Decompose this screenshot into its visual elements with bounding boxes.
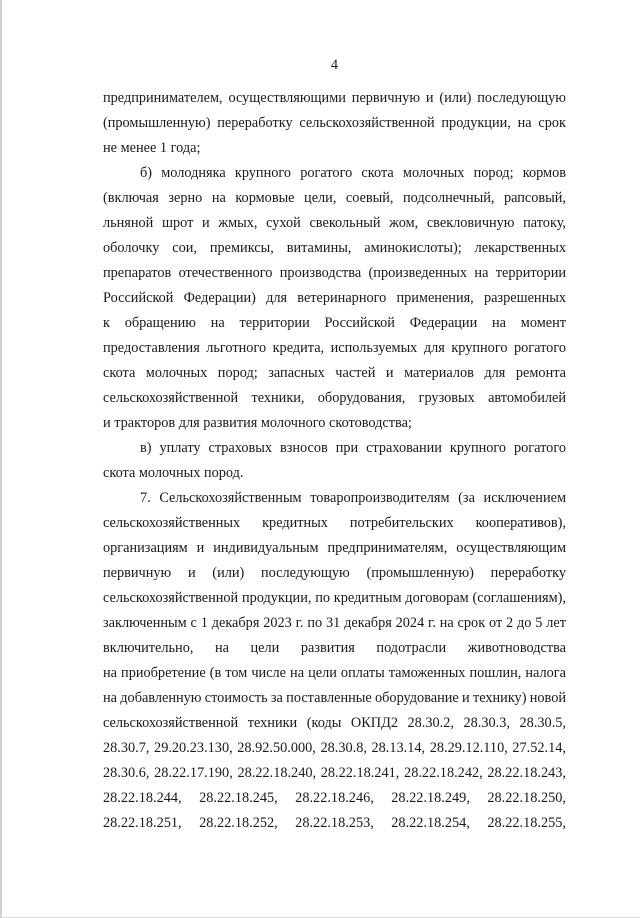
document-body <box>103 86 566 836</box>
text-line: предпринимателем, осуществляющими первичную и (или) последующую <box>103 90 566 106</box>
text-line: 28.30.6, 28.22.17.190, 28.22.18.240, 28.22.18.241, 28.22.18.242, 28.22.18.243, <box>103 765 566 781</box>
page-number: 4 <box>330 57 339 73</box>
text-line: на приобретение (в том числе на цели оплаты таможенных пошлин, налога <box>103 665 566 681</box>
text-line: скота молочных пород. <box>103 465 244 481</box>
text-line: включительно, на цели развития подотрасли животноводства <box>103 640 566 656</box>
paragraph-item-v <box>103 436 566 486</box>
text-line: на добавленную стоимость за поставленные оборудование и технику) новой <box>103 690 566 706</box>
text-line: (промышленную) переработку сельскохозяйственной продукции, на срок <box>103 115 566 131</box>
text-line: и тракторов для развития молочного скотоводства; <box>103 415 412 431</box>
paragraph-item-b <box>103 161 566 436</box>
text-line: первичную и (или) последующую (промышленную) переработку <box>103 565 566 581</box>
text-line: не менее 1 года; <box>103 140 201 156</box>
text-line: организациям и индивидуальным предпринимателям, осуществляющим <box>103 540 566 556</box>
text-line: 28.30.7, 29.20.23.130, 28.92.50.000, 28.30.8, 28.13.14, 28.29.12.110, 27.52.14, <box>103 740 566 756</box>
text-line: сельскохозяйственной техники, оборудования, грузовых автомобилей <box>103 390 566 406</box>
text-line: б) молодняка крупного рогатого скота молочных пород; кормов <box>140 165 566 181</box>
text-line: сельскохозяйственной продукции, по кредитным договорам (соглашениям), <box>103 590 566 606</box>
text-line: 7. Сельскохозяйственным товаропроизводителям (за исключением <box>140 490 566 506</box>
text-line: 28.22.18.244, 28.22.18.245, 28.22.18.246, 28.22.18.249, 28.22.18.250, <box>103 790 566 806</box>
text-line: оболочку сои, премиксы, витамины, аминокислоты); лекарственных <box>103 240 566 256</box>
text-line: заключенным с 1 декабря 2023 г. по 31 декабря 2024 г. на срок от 2 до 5 лет <box>103 615 566 631</box>
text-line: льняной шрот и жмых, сухой свекольный жом, свекловичную патоку, <box>103 215 566 231</box>
text-line: препаратов отечественного производства (произведенных на территории <box>103 265 566 281</box>
text-line: предоставления льготного кредита, используемых для крупного рогатого <box>103 340 566 356</box>
text-line: 28.22.18.251, 28.22.18.252, 28.22.18.253, 28.22.18.254, 28.22.18.255, <box>103 815 566 831</box>
text-line: сельскохозяйственной техники (коды ОКПД2 28.30.2, 28.30.3, 28.30.5, <box>103 715 566 731</box>
text-line: сельскохозяйственных кредитных потребительских кооперативов), <box>103 515 566 531</box>
text-line: в) уплату страховых взносов при страховании крупного рогатого <box>140 440 566 456</box>
paragraph-continuation <box>103 86 566 161</box>
text-line: к обращению на территории Российской Федерации на момент <box>103 315 566 331</box>
paragraph-clause-7 <box>103 486 566 836</box>
text-line: Российской Федерации) для ветеринарного применения, разрешенных <box>103 290 566 306</box>
text-line: (включая зерно на кормовые цели, соевый, подсолнечный, рапсовый, <box>103 190 566 206</box>
text-line: скота молочных пород; запасных частей и материалов для ремонта <box>103 365 566 381</box>
